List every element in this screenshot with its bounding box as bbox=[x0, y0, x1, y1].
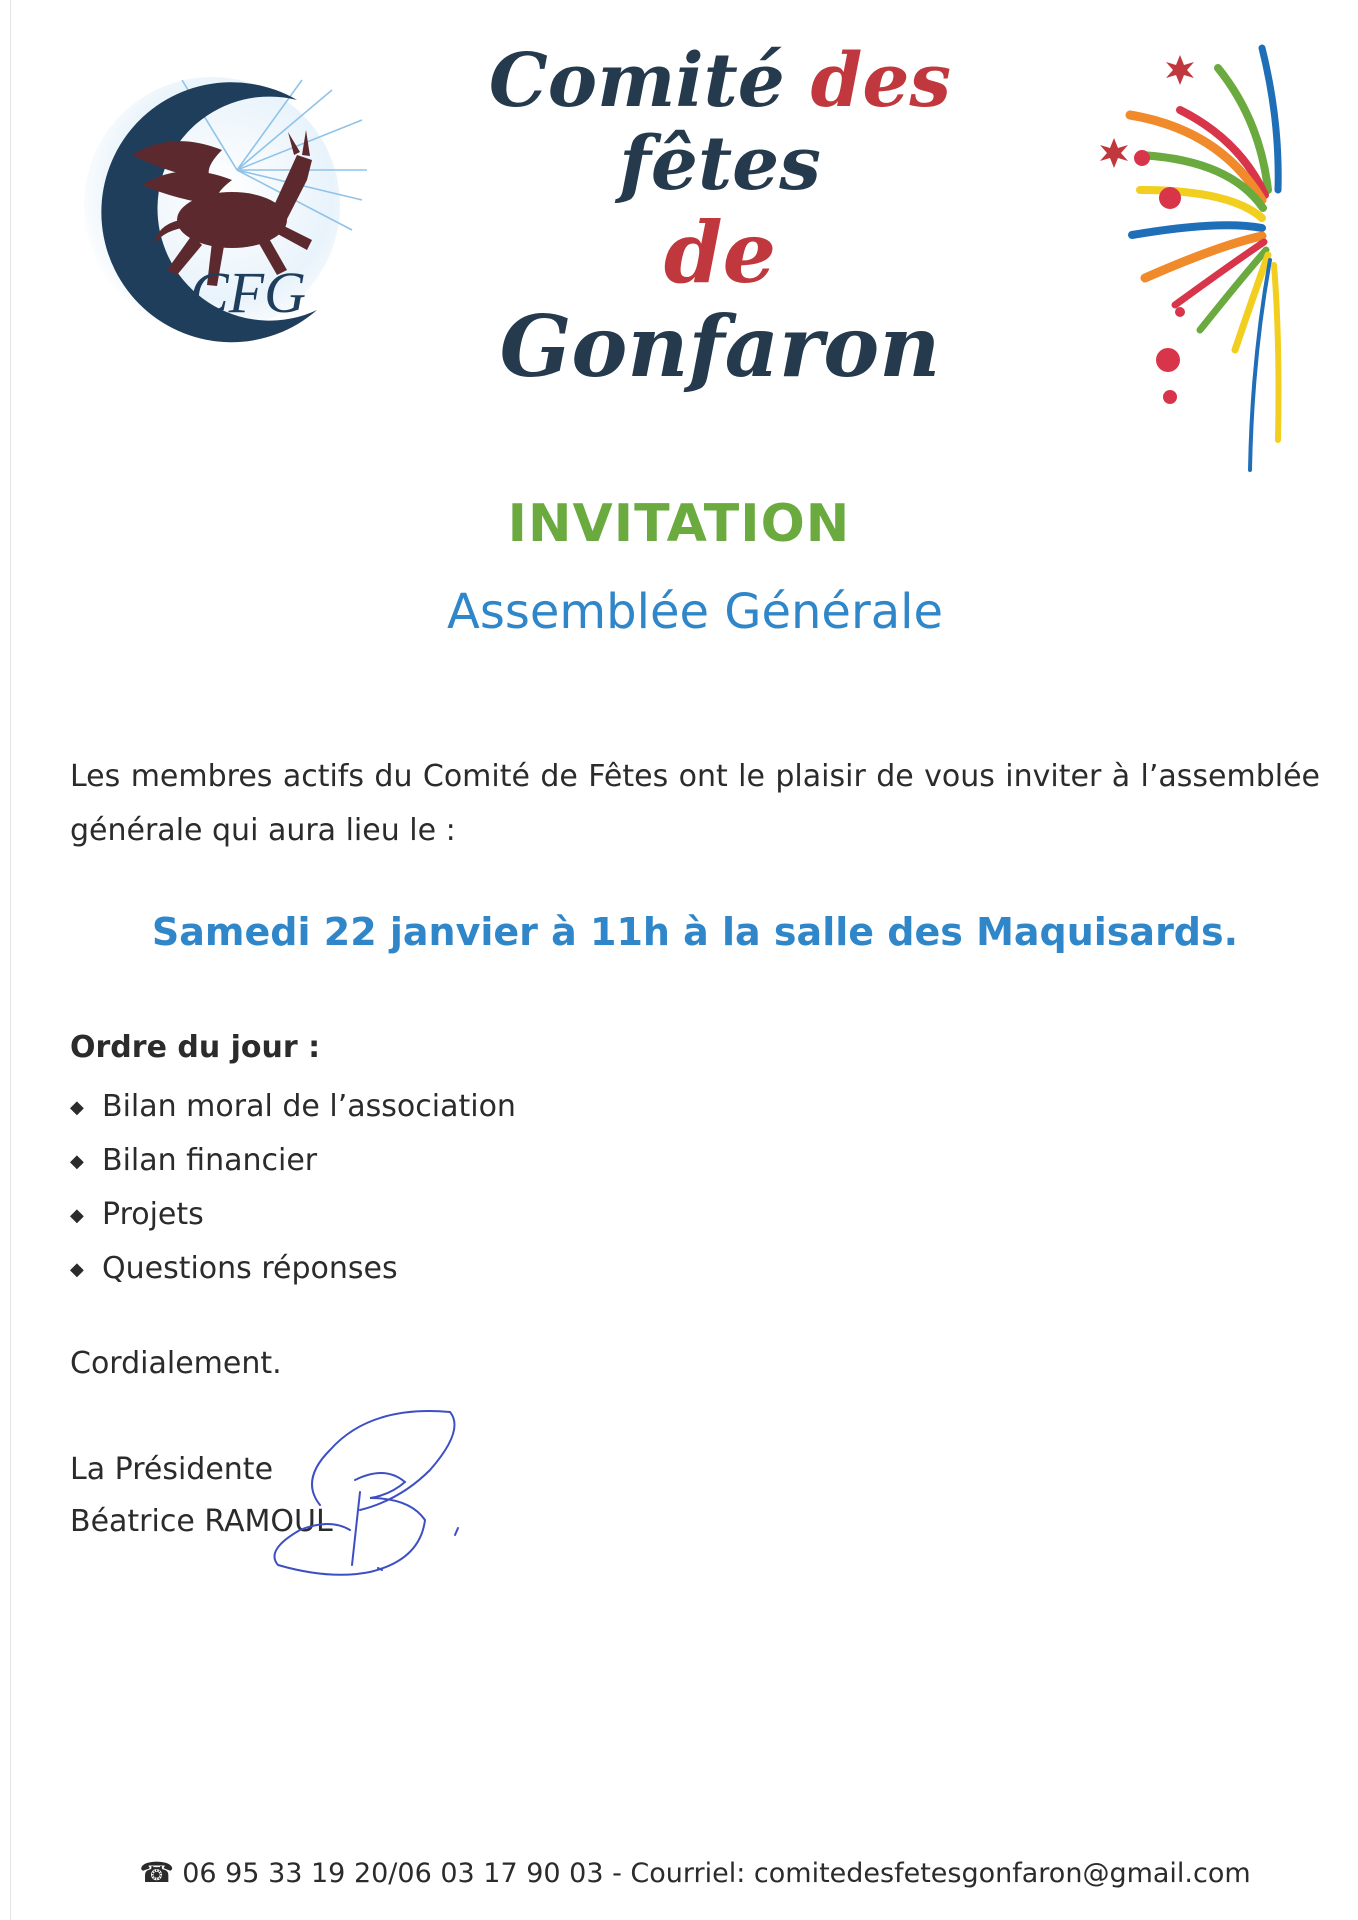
agenda-item bbox=[70, 1080, 516, 1134]
agenda-item-label: Projets bbox=[102, 1197, 204, 1232]
logo-monogram: CFG bbox=[190, 260, 306, 325]
title-word-gonfaron: Gonfaron bbox=[499, 296, 941, 396]
assembly-subtitle: Assemblée Générale bbox=[447, 584, 943, 640]
telephone-icon: ☎ bbox=[139, 1856, 175, 1889]
contact-text: 06 95 33 19 20/06 03 17 90 03 - Courriel: comitedesfetesgonfaron@gmail.com bbox=[182, 1858, 1251, 1889]
title-word-comite: Comité bbox=[488, 38, 785, 124]
organization-title bbox=[440, 40, 1000, 394]
cfg-logo bbox=[62, 60, 372, 350]
diamond-bullet-icon: ◆ bbox=[70, 1097, 84, 1118]
scan-edge-line bbox=[10, 0, 11, 1920]
meeting-date-line: Samedi 22 janvier à 11h à la salle des Maquisards. bbox=[151, 910, 1239, 954]
signatory-name: Béatrice RAMOUL bbox=[70, 1504, 333, 1539]
agenda-item bbox=[70, 1134, 516, 1188]
contact-footer bbox=[0, 1856, 1358, 1889]
agenda-title: Ordre du jour : bbox=[70, 1030, 321, 1065]
agenda-item bbox=[70, 1242, 516, 1296]
diamond-bullet-icon: ◆ bbox=[70, 1151, 84, 1172]
title-word-fetes: fêtes bbox=[619, 120, 821, 207]
title-word-de: de bbox=[663, 202, 777, 302]
agenda-item bbox=[70, 1188, 516, 1242]
fireworks-decoration bbox=[1080, 40, 1300, 480]
title-word-des: des bbox=[810, 38, 952, 124]
intro-paragraph: Les membres actifs du Comité de Fêtes ont le plaisir de vous inviter à l’assemblée générale qui aura lieu le : bbox=[70, 759, 1320, 848]
diamond-bullet-icon: ◆ bbox=[70, 1205, 84, 1226]
agenda-list bbox=[70, 1080, 516, 1296]
agenda-item-label: Bilan financier bbox=[102, 1143, 318, 1178]
diamond-bullet-icon: ◆ bbox=[70, 1259, 84, 1280]
agenda-item-label: Bilan moral de l’association bbox=[102, 1089, 516, 1124]
handwritten-signature bbox=[260, 1390, 480, 1590]
invitation-heading: INVITATION bbox=[507, 494, 851, 554]
signatory-role: La Présidente bbox=[70, 1452, 274, 1487]
agenda-item-label: Questions réponses bbox=[102, 1251, 398, 1286]
closing-greeting: Cordialement. bbox=[70, 1346, 282, 1381]
